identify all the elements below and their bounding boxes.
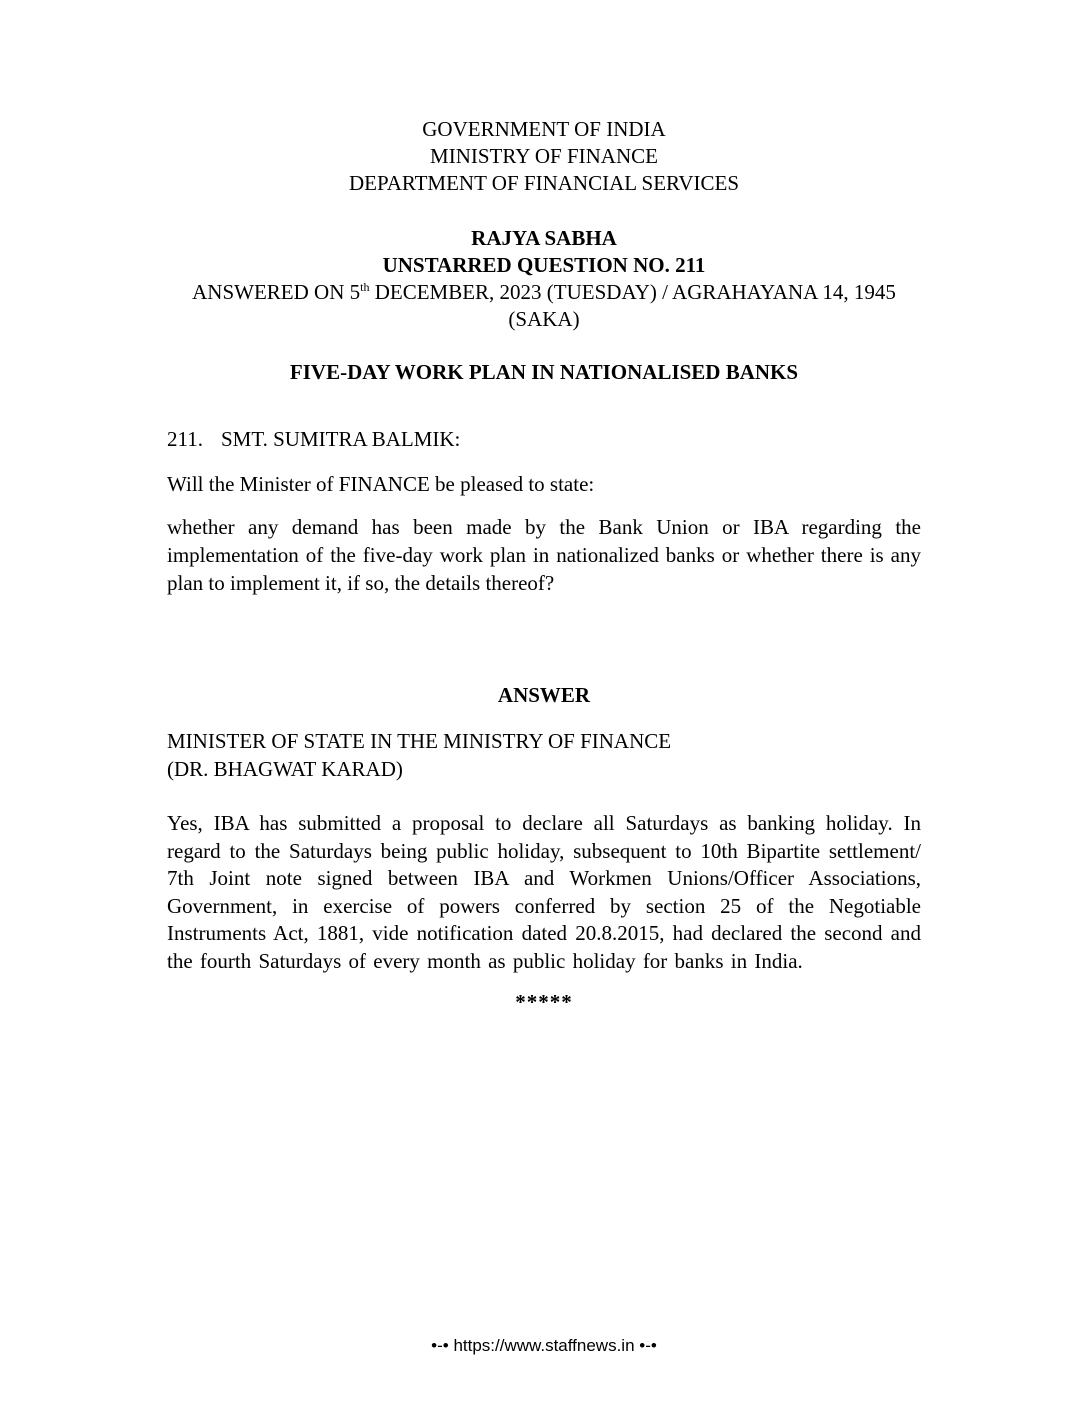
end-of-document-marker: *****: [515, 990, 573, 1014]
footer-watermark: •-• https://www.staffnews.in •-•: [431, 1336, 657, 1355]
question-body-paragraph: whether any demand has been made by the Bank Union or IBA regarding the implementation of the five-day work plan in nationalized banks or whether there is any plan to implement it, if so, the details thereof?: [167, 515, 921, 595]
question-number: 211.: [167, 427, 203, 451]
document-title: FIVE-DAY WORK PLAN IN NATIONALISED BANKS: [289, 360, 799, 384]
question-asker-name: SMT. SUMITRA BALMIK:: [220, 427, 461, 451]
question-intro-line: Will the Minister of FINANCE be pleased to state:: [167, 472, 595, 496]
minister-name-line: (DR. BHAGWAT KARAD): [167, 757, 403, 781]
question-asker-line: [167, 426, 921, 453]
session-info-block: [167, 225, 921, 333]
question-number-line: UNSTARRED QUESTION NO. 211: [382, 253, 706, 277]
header-department-line: DEPARTMENT OF FINANCIAL SERVICES: [348, 171, 740, 195]
government-header-block: [167, 116, 921, 197]
ordinal-superscript: th: [360, 280, 370, 294]
header-government-line: GOVERNMENT OF INDIA: [422, 117, 666, 141]
minister-block: [167, 727, 921, 783]
saka-line: (SAKA): [508, 307, 580, 331]
answered-on-prefix: ANSWERED ON 5: [192, 280, 361, 304]
header-ministry-line: MINISTRY OF FINANCE: [430, 144, 658, 168]
answer-body-paragraph: Yes, IBA has submitted a proposal to declare all Saturdays as banking holiday. In regard to the Saturdays being public holiday, subsequent to 10th Bipartite settlement/ 7th Joint note signed between IBA and Workmen Unions/Officer Associations, Government, in exercise of powers conferred by section 25 of the Negotiable Instruments Act, 1881, vide notification dated 20.8.2015, had declared the second and the fourth Saturdays of every month as public holiday for banks in India.: [167, 811, 921, 973]
answered-on-line: [167, 279, 921, 306]
answered-on-suffix: DECEMBER, 2023 (TUESDAY) / AGRAHAYANA 14, 1945: [369, 280, 896, 304]
minister-title-line: MINISTER OF STATE IN THE MINISTRY OF FINANCE: [167, 729, 672, 753]
answer-heading: ANSWER: [497, 683, 591, 707]
house-name: RAJYA SABHA: [471, 226, 617, 250]
